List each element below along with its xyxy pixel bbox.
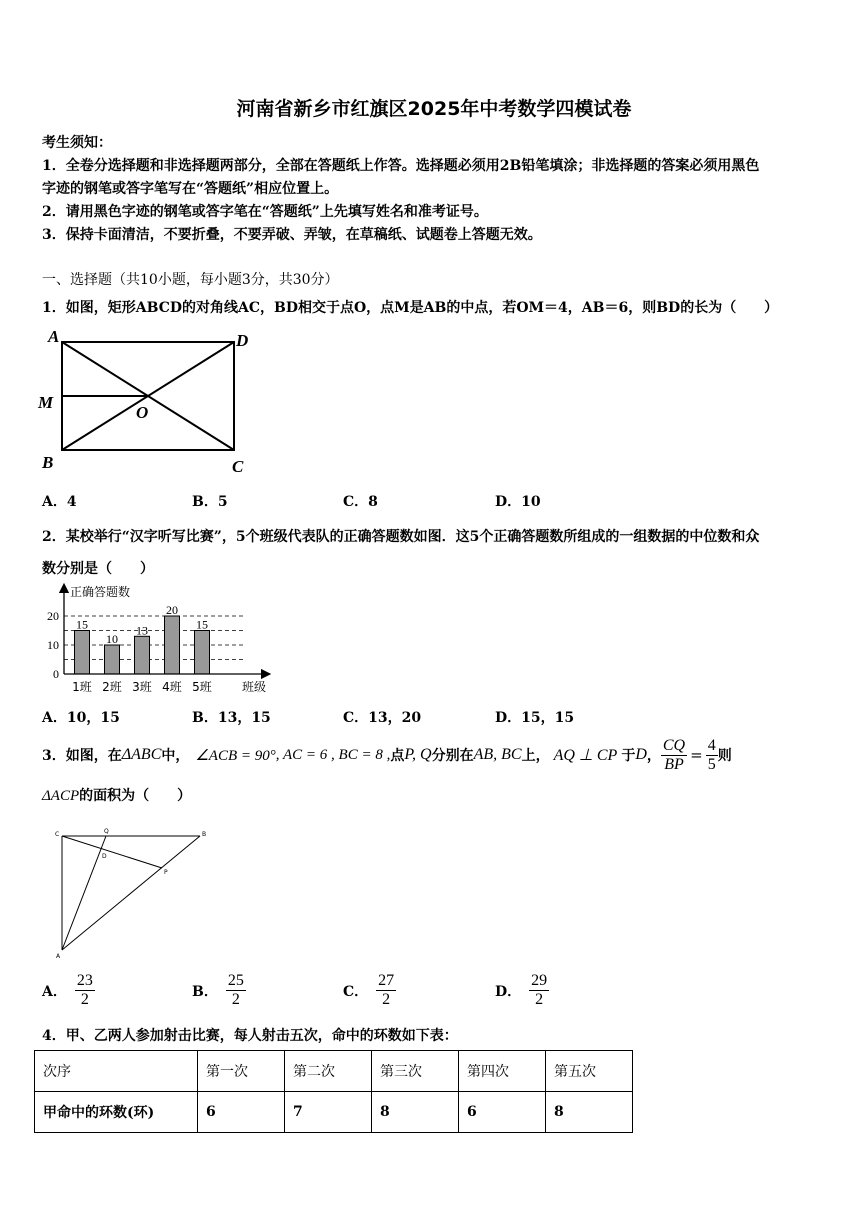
table-header-cell: 第五次 — [546, 1051, 633, 1092]
table-cell: 8 — [546, 1092, 633, 1133]
x-tick-label: 5班 — [192, 680, 212, 694]
q3-perp: AQ ⊥ CP — [553, 747, 618, 764]
fraction-numerator: CQ — [662, 736, 686, 754]
bar — [105, 645, 120, 674]
bar — [75, 631, 90, 675]
q3-text-part: 上， — [521, 748, 550, 764]
section-heading: 一、选择题（共10小题，每小题3分，共30分） — [42, 272, 339, 288]
q3-point-d: D — [635, 746, 647, 763]
q1-option-b[interactable]: B．5 — [192, 494, 228, 510]
point-label-c: C — [232, 457, 244, 476]
q1-option-a[interactable]: A．4 — [42, 494, 77, 510]
option-fraction — [75, 972, 95, 1009]
page-title: 河南省新乡市红旗区2025年中考数学四模试卷 — [236, 98, 632, 120]
q3-text-part: 于 — [621, 748, 636, 764]
option-label: C． — [343, 983, 369, 1000]
q3-option-a[interactable] — [42, 972, 95, 1009]
point-label-m: M — [38, 393, 54, 412]
fraction-denominator: 2 — [80, 991, 89, 1008]
q3-ratio-value — [706, 737, 718, 774]
q3-text-part: 3．如图，在 — [42, 748, 122, 764]
q3-angle: ∠ACB = 90° — [195, 747, 276, 764]
option-label: A． — [42, 983, 67, 1000]
x-tick-label: 4班 — [162, 680, 182, 694]
option-label: B． — [192, 983, 218, 1000]
notice-item: 字迹的钢笔或答字笔写在“答题纸”相应位置上。 — [42, 181, 339, 197]
bar — [195, 631, 210, 675]
bar-chart — [40, 582, 280, 698]
q3-triangle-acp: ΔACP — [42, 788, 80, 804]
option-fraction — [226, 972, 246, 1009]
table-header-cell: 第四次 — [459, 1051, 546, 1092]
q3-text-part: 的面积为（ ） — [79, 788, 192, 804]
x-tick-label: 1班 — [72, 680, 92, 694]
point-label-b: B — [42, 453, 54, 472]
bar — [135, 636, 150, 674]
triangle-figure — [50, 826, 220, 962]
point-label-q: Q — [104, 828, 109, 835]
point-label-p: P — [164, 869, 168, 876]
question-3-text — [42, 734, 732, 776]
table-cell: 甲命中的环数(环) — [35, 1092, 198, 1133]
x-axis-label: 班级 — [242, 680, 267, 694]
q2-option-a[interactable]: A．10，15 — [42, 710, 120, 726]
table-cell: 8 — [372, 1092, 459, 1133]
notice-item: 1．全卷分选择题和非选择题两部分，全部在答题纸上作答。选择题必须用2B铅笔填涂；非选择题的答案必须用黑色 — [42, 158, 760, 174]
fraction-numerator: 4 — [707, 736, 716, 754]
y-tick-label: 0 — [53, 667, 59, 681]
x-tick-label: 2班 — [102, 680, 122, 694]
point-label-c: C — [55, 831, 60, 838]
x-tick-label: 3班 — [132, 680, 152, 694]
y-tick-label: 20 — [47, 609, 59, 623]
table-header-row — [35, 1051, 633, 1092]
q3-option-c[interactable] — [343, 972, 396, 1009]
bar-value-label: 15 — [76, 617, 88, 632]
q3-points: P, Q — [404, 746, 432, 763]
fraction-denominator: 2 — [231, 991, 240, 1008]
q2-option-d[interactable]: D．15，15 — [495, 710, 575, 726]
table-header-cell: 第二次 — [285, 1051, 372, 1092]
question-4-text: 4．甲、乙两人参加射击比赛，每人射击五次，命中的环数如下表： — [42, 1028, 458, 1044]
point-label-d: D — [236, 331, 249, 350]
y-tick-label: 10 — [47, 638, 59, 652]
option-label: D． — [495, 983, 522, 1000]
point-label-a: A — [48, 327, 60, 346]
q3-triangle: ΔABC — [121, 746, 162, 763]
point-label-o: O — [136, 403, 149, 422]
point-label-d: D — [102, 853, 107, 860]
q3-text-part: 则 — [717, 748, 732, 764]
fraction-denominator: BP — [664, 755, 684, 773]
q3-lengths: , AC = 6 , BC = 8 , — [275, 746, 391, 763]
bar-value-label: 10 — [106, 632, 118, 646]
point-label-a: A — [56, 953, 61, 960]
question-1-text: 1．如图，矩形ABCD的对角线AC，BD相交于点O，点M是AB的中点，若OM＝4，AB＝6，则BD的长为（ ） — [42, 300, 779, 316]
fraction-numerator: 25 — [227, 972, 244, 989]
fraction-numerator: 27 — [378, 972, 395, 989]
rectangle-figure — [36, 326, 266, 478]
bar — [165, 616, 180, 674]
fraction-numerator: 29 — [531, 972, 548, 989]
fraction-numerator: 23 — [76, 972, 93, 989]
question-2-text-cont: 数分别是（ ） — [42, 561, 154, 577]
table-row — [35, 1092, 633, 1133]
q3-segments: AB, BC — [473, 746, 522, 763]
notice-heading: 考生须知： — [42, 135, 112, 151]
equals-sign: = — [690, 746, 703, 764]
table-cell: 6 — [459, 1092, 546, 1133]
bar-value-label: 15 — [196, 617, 208, 632]
q1-option-c[interactable]: C．8 — [343, 494, 378, 510]
question-3-text-cont — [42, 785, 191, 805]
y-axis-label: 正确答题数 — [70, 585, 131, 599]
table-cell: 7 — [285, 1092, 372, 1133]
q1-option-d[interactable]: D．10 — [495, 494, 541, 510]
bar-value-label: 13 — [136, 623, 148, 638]
point-label-b: B — [202, 831, 207, 838]
table-header-cell: 次序 — [35, 1051, 198, 1092]
fraction-denominator: 5 — [707, 755, 716, 773]
q3-option-b[interactable] — [192, 972, 246, 1009]
shooting-table — [34, 1050, 633, 1133]
fraction-denominator: 2 — [535, 991, 544, 1008]
notice-item: 3．保持卡面清洁，不要折叠，不要弄破、弄皱，在草稿纸、试题卷上答题无效。 — [42, 227, 542, 243]
q3-text-part: 中， — [161, 748, 190, 764]
notice-item: 2．请用黑色字迹的钢笔或答字笔在“答题纸”上先填写姓名和准考证号。 — [42, 204, 488, 220]
q3-ratio-fraction — [661, 737, 687, 774]
table-header-cell: 第三次 — [372, 1051, 459, 1092]
bar-value-label: 20 — [166, 603, 178, 617]
q3-option-d[interactable] — [495, 972, 549, 1009]
table-cell: 6 — [198, 1092, 285, 1133]
table-header-cell: 第一次 — [198, 1051, 285, 1092]
question-2-text: 2．某校举行“汉字听写比赛”，5个班级代表队的正确答题数如图．这5个正确答题数所组成的一组数据的中位数和众 — [42, 529, 760, 545]
q3-text-part: 点 — [390, 748, 405, 764]
q3-text-part: ， — [646, 748, 661, 764]
option-fraction — [376, 972, 396, 1009]
q2-option-b[interactable]: B．13，15 — [192, 710, 271, 726]
option-fraction — [529, 972, 549, 1009]
q2-option-c[interactable]: C．13，20 — [343, 710, 422, 726]
fraction-denominator: 2 — [382, 991, 391, 1008]
q3-text-part: 分别在 — [431, 748, 474, 764]
